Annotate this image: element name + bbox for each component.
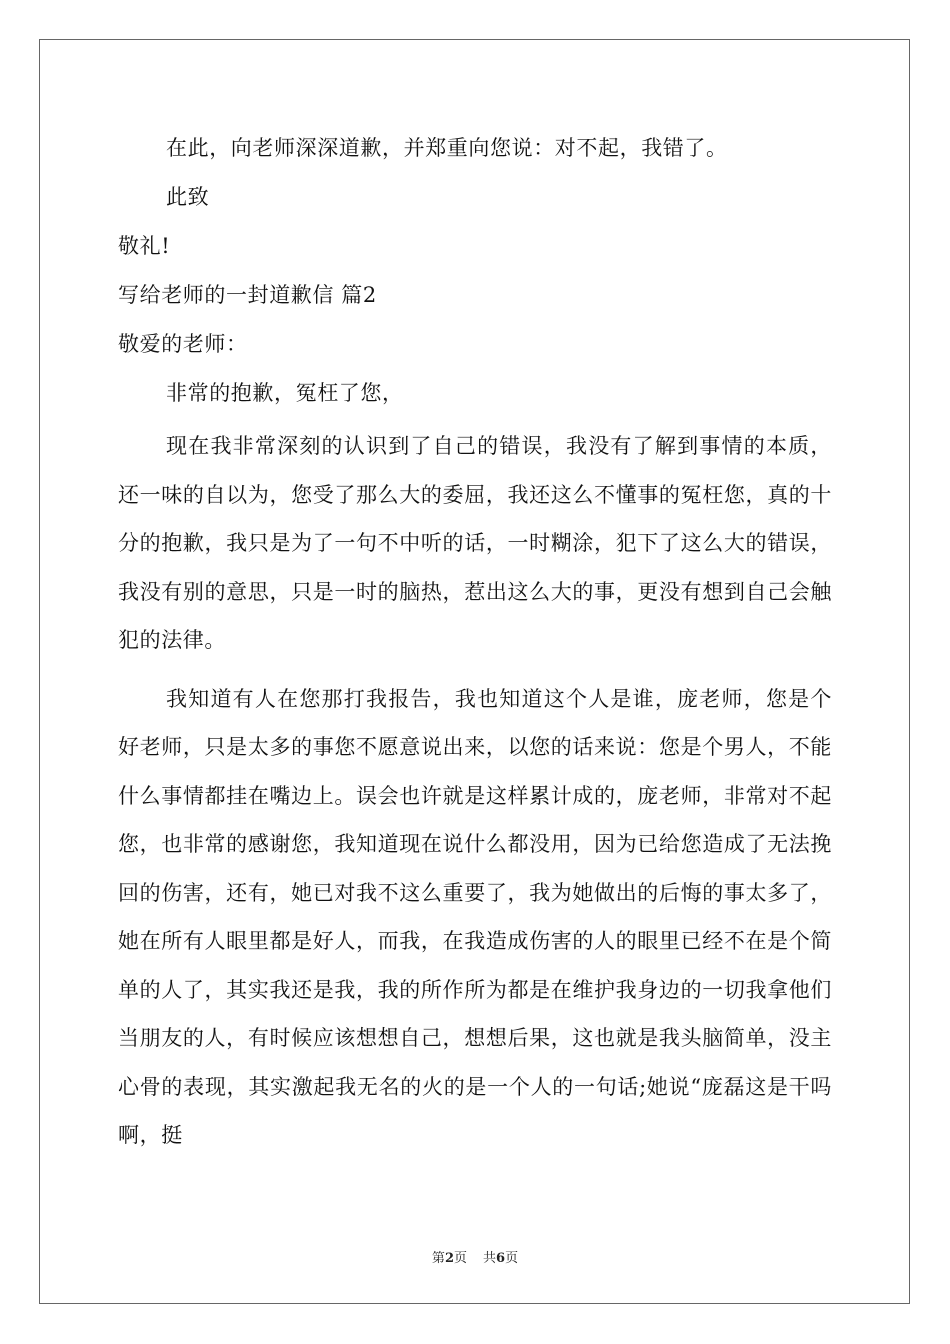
- total-prefix: 共: [483, 1251, 497, 1266]
- salutation-line-1: 此致: [166, 185, 210, 209]
- page-footer: [0, 1247, 950, 1266]
- page-current-number: 2: [444, 1251, 454, 1266]
- page-suffix: 页: [453, 1251, 467, 1266]
- document-body: [118, 128, 832, 1170]
- section-title: 写给老师的一封道歉信 篇2: [118, 283, 377, 307]
- greeting-line: 敬爱的老师：: [118, 332, 248, 356]
- body-paragraph-2: 我知道有人在您那打我报告，我也知道这个人是谁，庞老师，您是个好老师，只是太多的事您不愿意说出来，以您的话来说：您是个男人，不能什么事情都挂在嘴边上。误会也许就是这样累计成的，庞老师，非常对不起您，也非常的感谢您，我知道现在说什么都没用，因为已给您造成了无法挽回的伤害，还有，她已对我不这么重要了，我为她做出的后悔的事太多了，她在所有人眼里都是好人，而我，在我造成伤害的人的眼里已经不在是个简单的人了，其实我还是我，我的所作所为都是在维护我身边的一切我拿他们当朋友的人，有时候应该想想自己，想想后果，这也就是我头脑简单，没主心骨的表现，其实激起我无名的火的是一个人的一句话;她说“庞磊这是干吗啊，挺: [118, 686, 832, 1147]
- page-prefix: 第: [431, 1251, 445, 1266]
- total-suffix: 页: [505, 1251, 519, 1266]
- apology-close-line: 在此，向老师深深道歉，并郑重向您说：对不起，我错了。: [166, 136, 728, 160]
- opening-line: 非常的抱歉，冤枉了您，: [166, 381, 404, 405]
- salutation-line-2: 敬礼!: [118, 234, 171, 258]
- body-paragraph-1: 现在我非常深刻的认识到了自己的错误，我没有了解到事情的本质，还一味的自以为，您受了那么大的委屈，我还这么不懂事的冤枉您，真的十分的抱歉，我只是为了一句不中听的话，一时糊涂，犯下了这么大的错误，我没有别的意思，只是一时的脑热，惹出这么大的事，更没有想到自己会触犯的法律。: [118, 434, 832, 652]
- page-total-number: 6: [496, 1251, 506, 1266]
